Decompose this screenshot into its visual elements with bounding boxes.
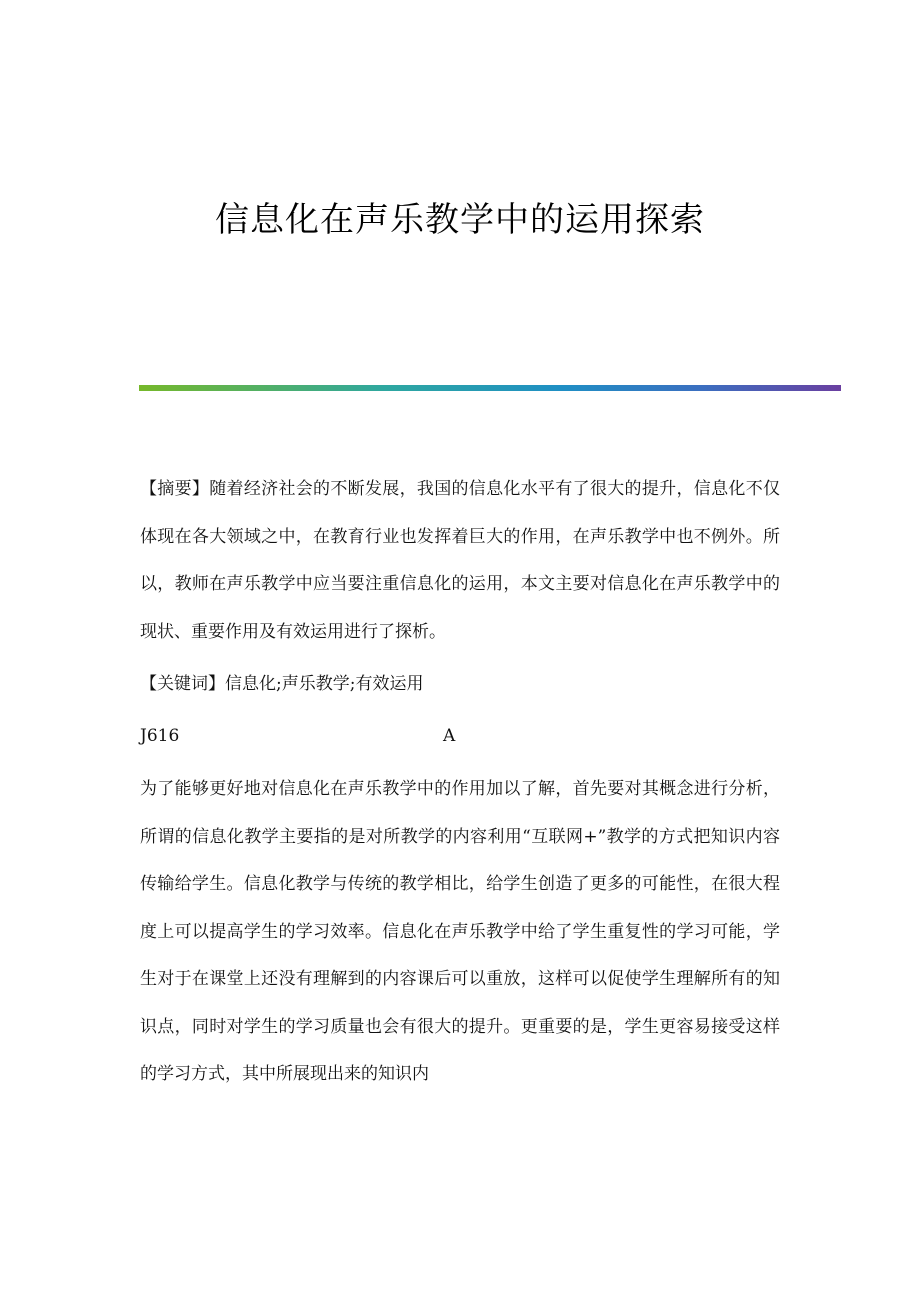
classification-row bbox=[140, 716, 780, 756]
document-type-code: A bbox=[443, 726, 456, 746]
keywords-line: 【关键词】信息化;声乐教学;有效运用 bbox=[140, 674, 424, 694]
body-paragraph: 为了能够更好地对信息化在声乐教学中的作用加以了解，首先要对其概念进行分析，所谓的信息化教学主要指的是对所教学的内容利用“互联网+”教学的方式把知识内容传输给学生。信息化教学与传统的教学相比，给学生创造了更多的可能性，在很大程度上可以提高学生的学习效率。信息化在声乐教学中给了学生重复性的学习可能，学生对于在课堂上还没有理解到的内容课后可以重放，这样可以促使学生理解所有的知识点，同时对学生的学习质量也会有很大的提升。更重要的是，学生更容易接受这样的学习方式，其中所展现出来的知识内 bbox=[140, 779, 780, 1084]
document-title: 信息化在声乐教学中的运用探索 bbox=[215, 200, 705, 240]
document-body bbox=[140, 466, 780, 1099]
classification-code: J616 bbox=[140, 726, 180, 746]
abstract-paragraph: 【摘要】随着经济社会的不断发展，我国的信息化水平有了很大的提升，信息化不仅体现在各大领域之中，在教育行业也发挥着巨大的作用，在声乐教学中也不例外。所以，教师在声乐教学中应当要注重信息化的运用，本文主要对信息化在声乐教学中的现状、重要作用及有效运用进行了探析。 bbox=[140, 479, 780, 642]
title-divider bbox=[139, 385, 841, 391]
